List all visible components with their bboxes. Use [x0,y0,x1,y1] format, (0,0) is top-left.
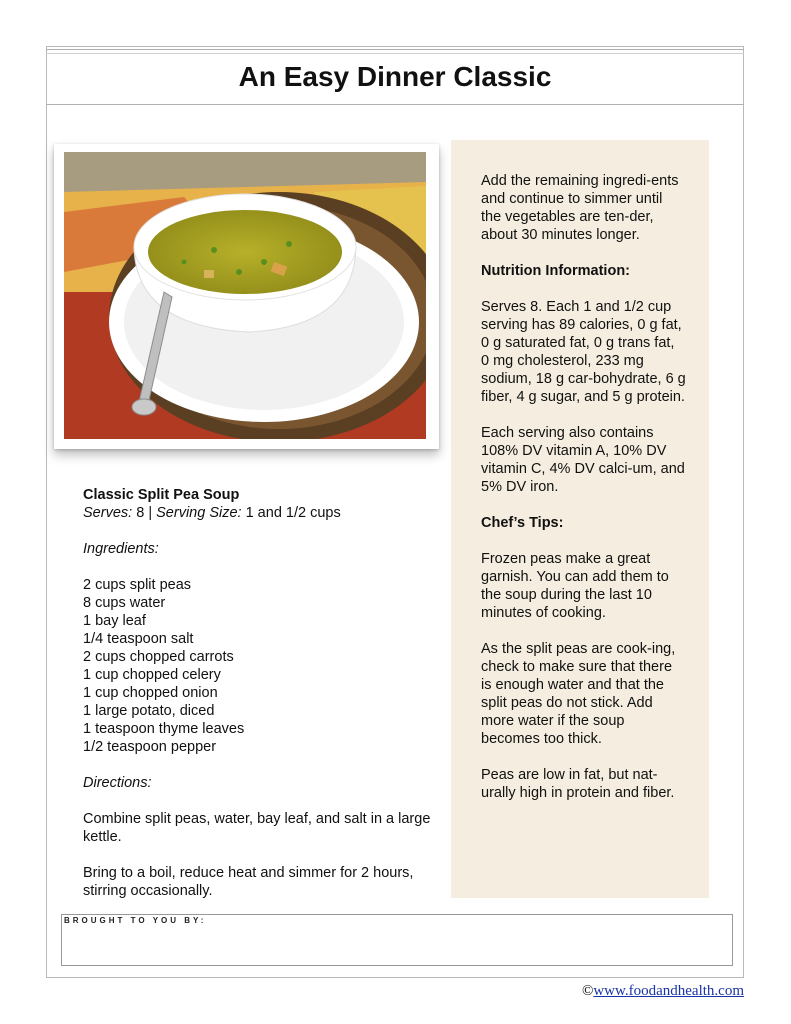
serving-size-value: 1 and 1/2 cups [245,505,341,521]
tip-item: Frozen peas make a great garnish. You can add them to the soup during the last 10 minutes of cooking. [481,551,669,621]
serves-label: Serves: [83,505,133,521]
ingredient-item: 1 bay leaf [83,613,146,629]
sponsor-label: BROUGHT TO YOU BY: [64,916,207,925]
side-panel [451,140,709,898]
page-title: An Easy Dinner Classic [238,61,552,92]
ingredient-item: 1/2 teaspoon pepper [83,739,217,755]
tip-item: As the split peas are cook-ing, check to make sure that there is enough water and that the split peas do not stick. Add more water if the soup becomes too thick. [481,641,676,747]
tip-item: Peas are low in fat, but nat-urally high in protein and fiber. [481,767,675,801]
recipe-title: Classic Split Pea Soup [83,487,240,503]
ingredient-item: 2 cups split peas [83,577,192,593]
serving-info [83,504,443,522]
direction-step: Combine split peas, water, bay leaf, and salt in a large kettle. [83,811,431,845]
recipe-column [83,486,443,900]
website-link[interactable]: www.foodandhealth.com [593,983,744,999]
serving-size-label: Serving Size: [156,505,242,521]
soup-bowl-image [64,152,426,439]
ingredient-item: 1/4 teaspoon salt [83,631,194,647]
ingredient-item: 2 cups chopped carrots [83,649,234,665]
sponsor-box [61,914,733,966]
copyright-symbol: © [581,983,594,999]
directions-heading: Directions: [83,775,152,791]
ingredient-item: 8 cups water [83,595,166,611]
ingredient-item: 1 cup chopped celery [83,667,221,683]
side-text [481,172,686,820]
soup-photo [54,144,439,449]
nutrition-heading: Nutrition Information: [481,263,631,279]
ingredients-heading: Ingredients: [83,541,159,557]
credit-line [582,983,744,1000]
nutrition-facts: Serves 8. Each 1 and 1/2 cup serving has 89 calories, 0 g fat, 0 g saturated fat, 0 g trans fat, 0 mg cholesterol, 233 mg sodium, 18 g car-bohydrate, 6 g fiber, 4 g sugar, and 5 g protein. [481,299,686,405]
ingredient-item: 1 cup chopped onion [83,685,218,701]
tips-heading: Chef’s Tips: [481,515,564,531]
direction-continued: Add the remaining ingredi-ents and continue to simmer until the vegetables are ten-der, about 30 minutes longer. [481,173,679,243]
ingredient-item: 1 teaspoon thyme leaves [83,721,245,737]
ingredient-item: 1 large potato, diced [83,703,215,719]
nutrition-vitamins: Each serving also contains 108% DV vitamin A, 10% DV vitamin C, 4% DV calci-um, and 5% DV iron. [481,425,685,495]
serves-value: 8 [136,505,145,521]
title-bar [46,49,744,105]
direction-step: Bring to a boil, reduce heat and simmer for 2 hours, stirring occasionally. [83,865,414,899]
separator: | [148,505,153,521]
ingredients-list [83,576,443,756]
